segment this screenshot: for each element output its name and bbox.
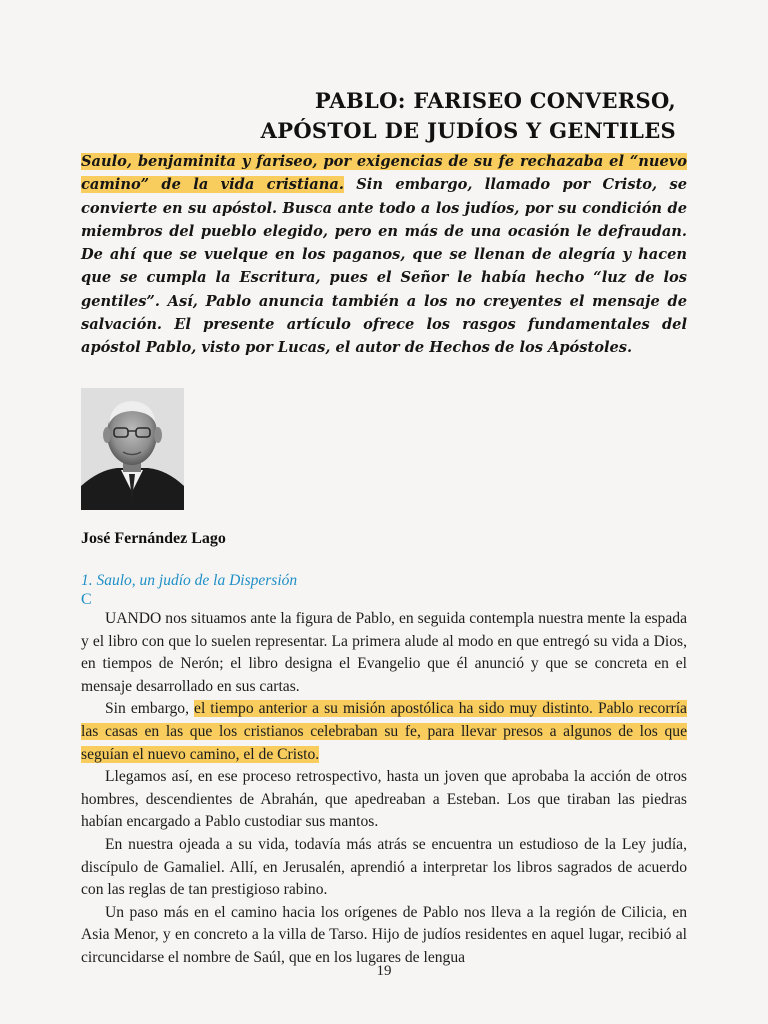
author-portrait-image (81, 388, 184, 510)
paragraph-3: Llegamos así, en ese proceso retrospectivo, hasta un joven que aprobaba la acción de otros hombres, descendientes de Abrahán, que apedreaban a Esteban. Los que tiraban las piedras habían encargado a Pablo custodiar sus mantos. (81, 768, 687, 831)
paragraph-1: UANDO nos situamos ante la figura de Pablo, en seguida contempla nuestra mente la espada y el libro con que lo suelen representar. La primera alude al modo en que entregó su vida a Dios, en tiempos de Nerón; el libro designa el Evangelio que él anunció y que se concreta en el mensaje desarrollado en sus cartas. (81, 610, 687, 695)
article-title (261, 86, 676, 146)
author-photo (81, 388, 184, 510)
section-title: 1. Saulo, un judío de la Dispersión (81, 572, 298, 589)
paragraph-2 (81, 698, 687, 766)
paragraph-2-start: Sin embargo, (105, 700, 195, 718)
abstract-text: Sin embargo, llamado por Cristo, se convierte en su apóstol. Busca ante todo a los judíos, por su condición de miembros del pueblo elegido, pero en más de una ocasión le defraudan. De ahí que se vuelque en los paganos, que se llenan de alegría y hacen que se cumpla la Escritura, pues el Señor le había hecho “luz de los gentiles”. Así, Pablo anuncia también a los no creyentes el mensaje de salvación. El presente artículo ofrece los rasgos fundamentales del apóstol Pablo, visto por Lucas, el autor de Hechos de los Apóstoles. (81, 176, 687, 357)
article-abstract (81, 150, 687, 360)
paragraph-5: Un paso más en el camino hacia los orígenes de Pablo nos lleva a la región de Cilicia, en Asia Menor, y en concreto a la villa de Tarso. Hijo de judíos residentes en aquel lugar, recibió al circuncidarse el nombre de Saúl, que en los lugares de lengua (81, 903, 687, 966)
section-heading (81, 571, 297, 609)
page-number: 19 (376, 963, 392, 979)
paragraph-4: En nuestra ojeada a su vida, todavía más atrás se encuentra un estudioso de la Ley judía, discípulo de Gamaliel. Allí, en Jerusalén, aprendió a interpretar los libros sagrados de acuerdo con las reglas de tan prestigioso rabino. (81, 835, 687, 899)
paragraph-2-highlight: el tiempo anterior a su misión apostólica ha sido muy distinto. Pablo recorría las casas en las que los cristianos celebraban su fe, para llevar presos a algunos de los que seguían el nuevo camino, el de Cristo. (81, 700, 687, 763)
abstract-highlight: Saulo, benjaminita y fariseo, por exigencias de su fe rechazaba el “nuevo camino” de la vida cristiana. (81, 153, 687, 194)
title-line-2: APÓSTOL DE JUDÍOS Y GENTILES (260, 118, 676, 143)
author-name: José Fernández Lago (81, 530, 226, 547)
article-body (81, 608, 687, 970)
title-line-1: PABLO: FARISEO CONVERSO, (314, 88, 676, 113)
drop-cap-letter: C (81, 591, 92, 608)
